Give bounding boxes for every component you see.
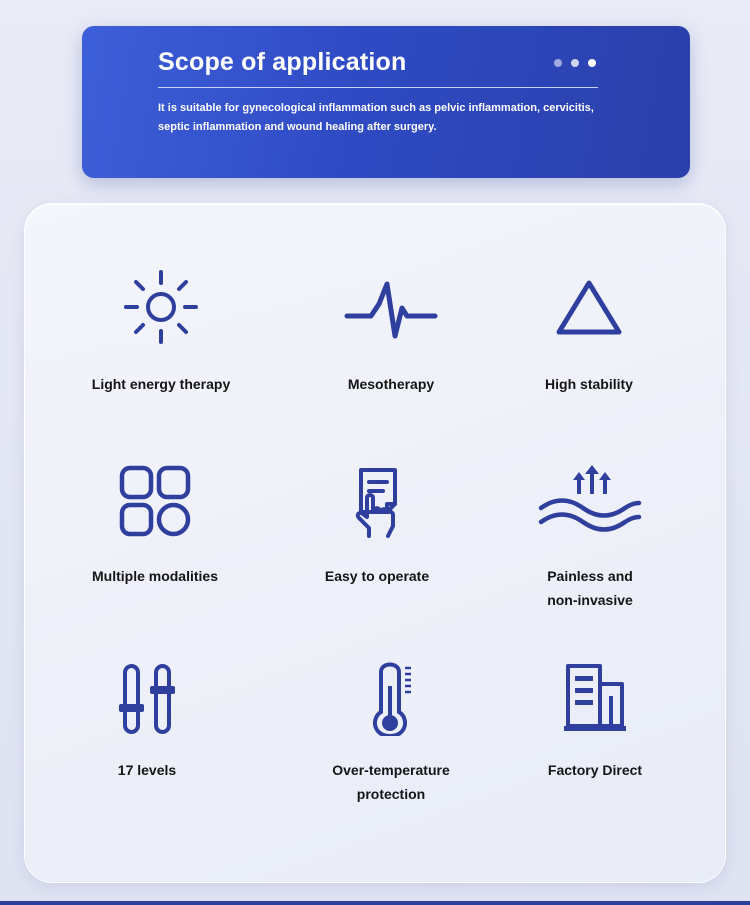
dot-3 (588, 59, 596, 67)
feature-label: Easy to operate (324, 568, 430, 584)
scope-header-card (82, 26, 690, 178)
feature-label: Factory Direct (547, 762, 643, 778)
feature-over-temperature-protection (291, 656, 491, 806)
feature-17-levels (47, 656, 247, 782)
waves-arrows-icon (535, 462, 645, 542)
pagination-dots (554, 59, 596, 67)
touch-document-icon (337, 462, 417, 542)
thermometer-icon (351, 656, 431, 736)
triangle-icon (549, 270, 629, 350)
dot-2 (571, 59, 579, 67)
header-title: Scope of application (158, 48, 407, 76)
feature-factory-direct (495, 656, 695, 782)
feature-easy-to-operate (277, 462, 477, 588)
sliders-icon (107, 656, 187, 736)
feature-mesotherapy (291, 270, 491, 396)
bottom-accent-bar (0, 901, 750, 905)
feature-multiple-modalities (55, 462, 255, 588)
header-divider (158, 87, 598, 88)
sun-icon (121, 270, 201, 350)
feature-painless-non-invasive (490, 462, 690, 612)
header-description: It is suitable for gynecological inflammation such as pelvic inflammation, cervicitis, septic inflammation and wound healing after surgery. (158, 102, 594, 133)
feature-high-stability (489, 270, 689, 396)
feature-panel (24, 203, 726, 883)
feature-label: Over-temperature protection (332, 762, 450, 802)
dot-1 (554, 59, 562, 67)
feature-label: High stability (545, 376, 633, 392)
feature-label: Light energy therapy (91, 376, 231, 392)
feature-label: Multiple modalities (91, 568, 218, 584)
feature-light-energy-therapy (61, 270, 261, 396)
feature-label: 17 levels (117, 762, 177, 778)
grid-modalities-icon (115, 462, 195, 542)
building-icon (555, 656, 635, 736)
feature-label: Painless and non-invasive (547, 568, 633, 608)
heartbeat-icon (341, 270, 441, 350)
feature-label: Mesotherapy (347, 376, 435, 392)
